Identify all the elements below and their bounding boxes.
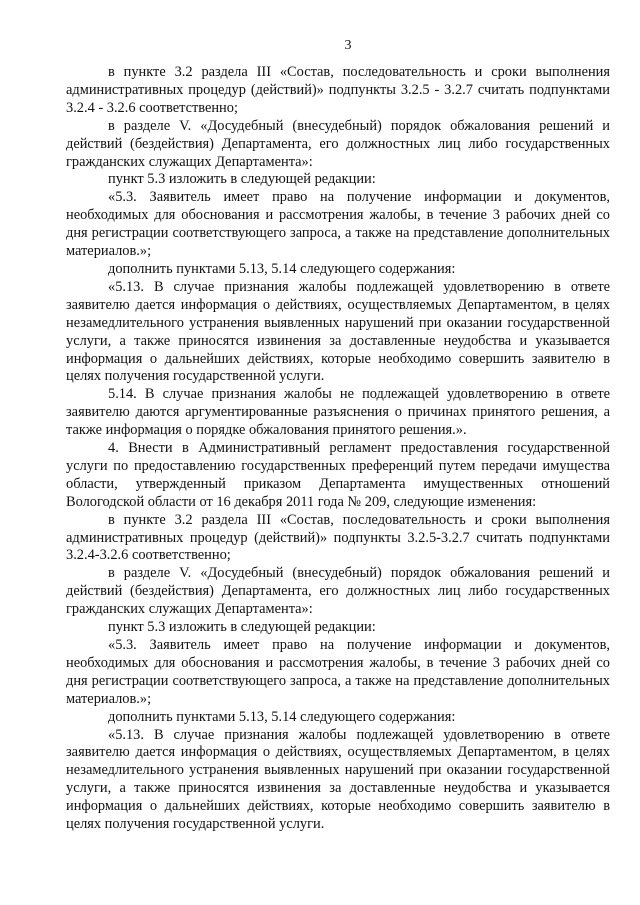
- paragraph: «5.3. Заявитель имеет право на получение информации и документов, необходимых для обоснования и рассмотрения жалобы, в течение 3 рабочих дней со дня регистрации соответствующего запроса, а также на представление дополнительных материалов.»;: [66, 189, 610, 260]
- paragraph: «5.13. В случае признания жалобы подлежащей удовлетворению в ответе заявителю дается информация о действиях, осуществляемых Департаментом, в целях незамедлительного устранения выявленных нарушений при оказании государственной услуги, а также приносятся извинения за доставленные неудобства и указывается информация о дальнейших действиях, которые необходимо совершить заявителю в целях получения государственной услуги.: [66, 278, 610, 385]
- paragraph: 4. Внести в Административный регламент предоставления государственной услуги по предоставлению государственных преференций путем передачи имущества области, утвержденный приказом Департамента имущественных отношений Вологодской области от 16 декабря 2011 года № 209, следующие изменения:: [66, 440, 610, 510]
- paragraph: дополнить пунктами 5.13, 5.14 следующего содержания:: [108, 708, 456, 725]
- paragraph: 5.14. В случае признания жалобы не подлежащей удовлетворению в ответе заявителю даются аргументированные разъяснения о причинах принятого решения, а также информация о порядке обжалования принятого решения.».: [66, 386, 610, 439]
- paragraph: дополнить пунктами 5.13, 5.14 следующего содержания:: [108, 260, 456, 277]
- paragraph: в разделе V. «Досудебный (внесудебный) порядок обжалования решений и действий (бездействия) Департамента, его должностных лиц либо государственных гражданских служащих Департамента»:: [66, 117, 610, 170]
- paragraph: в пункте 3.2 раздела III «Состав, последовательность и сроки выполнения административных процедур (действий)» подпункты 3.2.5-3.2.7 считать подпунктами 3.2.4-3.2.6 соответственно;: [66, 511, 610, 564]
- paragraph: «5.13. В случае признания жалобы подлежащей удовлетворению в ответе заявителю дается информация о действиях, осуществляемых Департаментом, в целях незамедлительного устранения выявленных нарушений при оказании государственной услуги, а также приносятся извинения за доставленные неудобства и указывается информация о дальнейших действиях, которые необходимо совершить заявителю в целях получения государственной услуги.: [66, 726, 610, 833]
- paragraph: в разделе V. «Досудебный (внесудебный) порядок обжалования решений и действий (бездействия) Департамента, его должностных лиц либо государственных гражданских служащих Департамента»:: [66, 565, 610, 618]
- paragraph: пункт 5.3 изложить в следующей редакции:: [108, 619, 376, 636]
- paragraph: в пункте 3.2 раздела III «Состав, последовательность и сроки выполнения административных процедур (действий)» подпункты 3.2.5 - 3.2.7 считать подпунктами 3.2.4 - 3.2.6 соответственно;: [66, 64, 610, 116]
- paragraph: «5.3. Заявитель имеет право на получение информации и документов, необходимых для обоснования и рассмотрения жалобы, в течение 3 рабочих дней со дня регистрации соответствующего запроса, а также на представление дополнительных материалов.»;: [66, 637, 610, 707]
- paragraph: пункт 5.3 изложить в следующей редакции:: [108, 171, 376, 188]
- page-number: 3: [344, 38, 352, 53]
